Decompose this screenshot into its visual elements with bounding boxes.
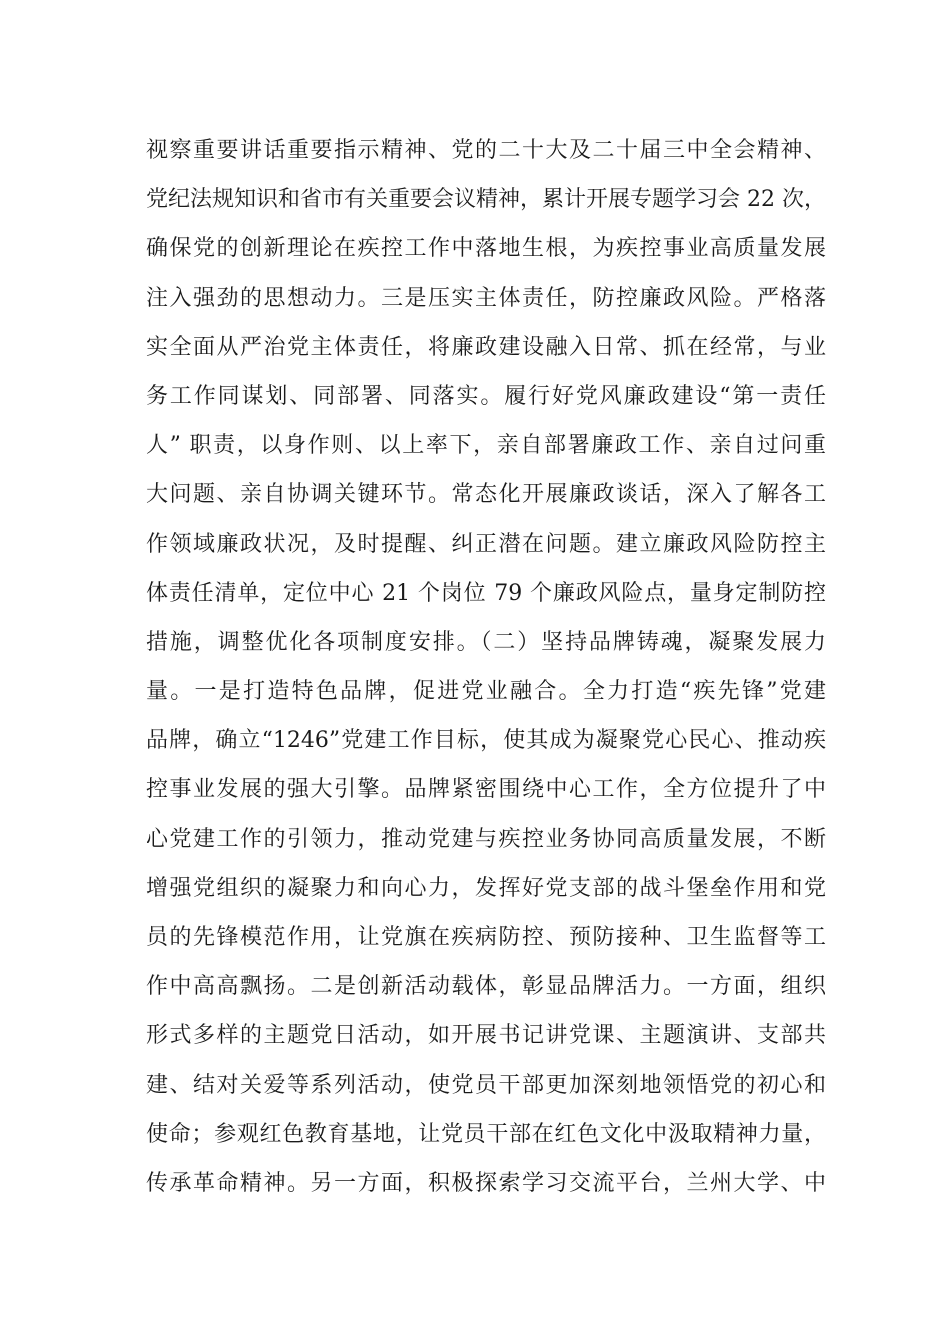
- text-line: 建、结对关爱等系列活动，使党员干部更加深刻地领悟党的初心和: [146, 1072, 826, 1098]
- text-line: 确保党的创新理论在疾控工作中落地生根，为疾控事业高质量发展: [146, 236, 826, 262]
- text-line: 措施，调整优化各项制度安排。（二）坚持品牌铸魂，凝聚发展力: [146, 629, 826, 655]
- text-line: 务工作同谋划、同部署、同落实。履行好党风廉政建设“第一责任: [146, 383, 826, 409]
- text-line: 控事业发展的强大引擎。品牌紧密围绕中心工作，全方位提升了中: [146, 777, 826, 803]
- text-line: 传承革命精神。另一方面，积极探索学习交流平台，兰州大学、中: [146, 1170, 826, 1196]
- text-line: 员的先锋模范作用，让党旗在疾病防控、预防接种、卫生监督等工: [146, 925, 826, 950]
- text-line: 使命；参观红色教育基地，让党员干部在红色文化中汲取精神力量，: [146, 1121, 826, 1147]
- text-line: 党纪法规知识和省市有关重要会议精神，累计开展专题学习会 22 次，: [146, 187, 826, 213]
- text-line: 注入强劲的思想动力。三是压实主体责任，防控廉政风险。严格落: [146, 285, 826, 311]
- text-line: 体责任清单，定位中心 21 个岗位 79 个廉政风险点，量身定制防控: [146, 580, 826, 606]
- text-line: 作领域廉政状况，及时提醒、纠正潜在问题。建立廉政风险防控主: [146, 531, 826, 557]
- text-line: 形式多样的主题党日活动，如开展书记讲党课、主题演讲、支部共: [146, 1023, 826, 1049]
- text-line: 作中高高飘扬。二是创新活动载体，彰显品牌活力。一方面，组织: [146, 974, 826, 1000]
- text-line: 量。一是打造特色品牌，促进党业融合。全力打造“疾先锋”党建: [146, 679, 826, 705]
- text-line: 心党建工作的引领力，推动党建与疾控业务协同高质量发展，不断: [146, 826, 826, 852]
- text-line: 实全面从严治党主体责任，将廉政建设融入日常、抓在经常，与业: [146, 334, 826, 360]
- text-line: 增强党组织的凝聚力和向心力，发挥好党支部的战斗堡垒作用和党: [146, 875, 826, 901]
- text-line: 视察重要讲话重要指示精神、党的二十大及二十届三中全会精神、: [146, 138, 826, 163]
- text-line: 人” 职责，以身作则、以上率下，亲自部署廉政工作、亲自过问重: [146, 433, 826, 459]
- text-line: 品牌，确立“1246”党建工作目标，使其成为凝聚党心民心、推动疾: [146, 728, 826, 754]
- body-text: [146, 126, 826, 1208]
- text-line: 大问题、亲自协调关键环节。常态化开展廉政谈话，深入了解各工: [146, 482, 826, 508]
